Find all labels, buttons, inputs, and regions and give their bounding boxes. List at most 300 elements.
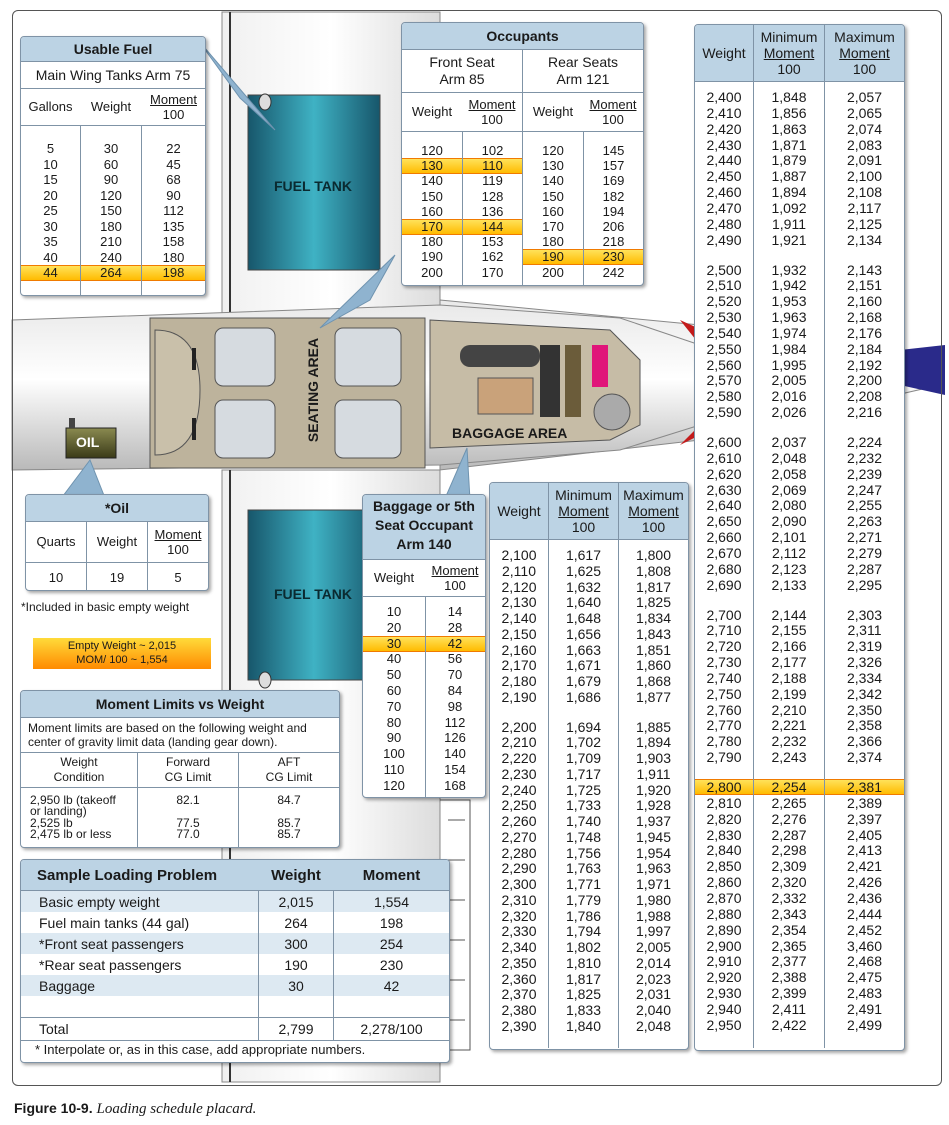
limit-max-moment-cell: 2,125 <box>846 215 883 232</box>
limit-min-moment-cell: 1,863 <box>771 120 807 137</box>
rear-weight-cell: 130 <box>542 158 564 174</box>
oil-title: *Oil <box>26 495 208 522</box>
limit-min-moment-cell: 2,112 <box>772 544 806 561</box>
rear-weight-cell: 190 <box>542 249 564 265</box>
rear-seats-arm: Arm 121 <box>556 71 610 87</box>
limit-min-moment-cell: 2,365 <box>771 937 807 954</box>
ml-header-condition: Condition <box>53 770 105 784</box>
limit-weight-cell: 2,460 <box>706 184 742 201</box>
limit-min-moment-cell: 2,155 <box>771 622 807 639</box>
right-header-min2: Moment <box>763 45 815 61</box>
front-seat-title: Front Seat <box>429 54 495 70</box>
sample-row-label: Fuel main tanks (44 gal) <box>39 915 190 931</box>
sample-total-moment: 2,278/100 <box>360 1021 423 1037</box>
limit-weight-cell: 2,600 <box>706 434 742 450</box>
limit-max-moment-cell: 2,247 <box>846 481 883 498</box>
left-header-min2: Moment <box>558 503 609 519</box>
limit-min-moment-cell: 1,848 <box>771 89 807 105</box>
limit-weight-cell: 2,870 <box>706 889 742 906</box>
front-moment-cell: 153 <box>481 234 504 250</box>
rear-header-moment: Moment <box>589 97 637 112</box>
seating-area-label: SEATING AREA <box>305 337 321 443</box>
limit-max-moment-cell: 2,239 <box>846 465 883 482</box>
limits-table-right <box>694 24 905 1051</box>
rear-moment-cell: 206 <box>602 219 625 234</box>
limit-min-moment-cell: 1,871 <box>771 136 807 153</box>
baggage-moment-cell: 98 <box>447 698 463 714</box>
ml-header-forward-sub: CG Limit <box>164 770 212 784</box>
fuel-weight-cell: 264 <box>100 265 122 280</box>
moment-limits-note: Moment limits are based on the following weight and center of gravity limit data (landing gear down). <box>21 718 339 753</box>
limit-max-moment-cell: 2,263 <box>846 513 883 530</box>
fuel-tank-label-top: FUEL TANK <box>274 178 353 194</box>
limit-weight-cell: 2,800 <box>706 779 742 795</box>
limit-min-moment-cell: 2,411 <box>772 1000 806 1017</box>
limit-max-moment-cell: 2,303 <box>846 606 883 623</box>
limit-max-moment-cell: 2,287 <box>846 560 883 577</box>
limit-min-moment-cell: 2,276 <box>771 810 807 827</box>
limit-weight-cell: 2,100 <box>501 547 537 563</box>
sample-row-moment: 42 <box>383 978 400 994</box>
limit-min-moment-cell: 2,177 <box>771 654 807 671</box>
limit-min-moment-cell: 1,833 <box>565 1002 602 1018</box>
rear-moment-cell: 194 <box>602 203 625 219</box>
baggage-weight-cell: 80 <box>386 714 402 730</box>
oil-footnote: *Included in basic empty weight <box>21 600 190 614</box>
front-moment-cell: 102 <box>481 143 504 158</box>
limit-min-moment-cell: 1,625 <box>565 562 602 579</box>
limit-min-moment-cell: 2,166 <box>771 638 807 655</box>
limit-min-moment-cell: 2,199 <box>771 685 807 702</box>
front-moment-cell: 110 <box>482 158 503 174</box>
limit-max-moment-cell: 2,117 <box>847 199 882 216</box>
fuel-moment-cell: 68 <box>166 172 181 187</box>
front-weight-cell: 160 <box>421 203 443 219</box>
sample-row <box>21 912 449 933</box>
limit-weight-cell: 2,780 <box>706 733 742 750</box>
fuel-moment-cell: 22 <box>166 141 181 156</box>
limit-max-moment-cell: 2,389 <box>846 794 883 811</box>
limit-weight-cell: 2,840 <box>706 842 742 859</box>
limit-max-moment-cell: 2,475 <box>846 969 883 986</box>
front-weight-cell: 190 <box>421 249 443 265</box>
baggage-weight-cell: 10 <box>386 604 402 619</box>
limit-max-moment-cell: 2,200 <box>846 372 883 389</box>
limit-weight-cell: 2,920 <box>706 969 742 986</box>
limit-min-moment-cell: 2,343 <box>771 905 807 922</box>
limit-max-moment-cell: 2,224 <box>846 434 883 450</box>
limit-weight-cell: 2,240 <box>501 781 537 798</box>
limit-weight-cell: 2,260 <box>501 813 537 829</box>
rear-weight-cell: 200 <box>542 264 564 280</box>
limit-weight-cell: 2,180 <box>501 673 537 689</box>
limit-min-moment-cell: 2,048 <box>771 449 807 466</box>
ml-header-forward: Forward <box>165 755 210 769</box>
limit-max-moment-cell: 2,031 <box>635 986 672 1003</box>
limit-max-moment-cell: 2,151 <box>846 277 883 294</box>
limit-max-moment-cell: 2,491 <box>846 1000 883 1017</box>
fuel-gallons-cell: 30 <box>43 218 58 234</box>
front-moment-cell: 128 <box>481 188 504 204</box>
limit-max-moment-cell: 2,311 <box>847 622 882 639</box>
ml-row3-label: 2,475 lb or less <box>30 827 112 841</box>
sample-row <box>21 954 449 975</box>
limit-max-moment-cell: 2,134 <box>846 231 883 248</box>
limit-max-moment-cell: 1,945 <box>635 828 672 845</box>
limit-min-moment-cell: 2,298 <box>771 842 807 859</box>
front-weight-cell: 150 <box>421 188 443 204</box>
limit-min-moment-cell: 2,026 <box>771 404 807 421</box>
baggage-weight-cell: 30 <box>386 635 402 651</box>
limit-max-moment-cell: 2,358 <box>846 717 883 734</box>
limit-max-moment-cell: 2,405 <box>846 826 883 843</box>
limit-min-moment-cell: 1,887 <box>771 168 807 185</box>
limit-weight-cell: 2,360 <box>501 970 537 987</box>
sample-title: Sample Loading Problem <box>37 867 218 884</box>
baggage-moment-cell: 112 <box>444 714 466 730</box>
limit-weight-cell: 2,210 <box>501 734 537 751</box>
limit-max-moment-cell: 1,997 <box>635 923 672 940</box>
empty-weight-line1: Empty Weight ~ 2,015 <box>67 640 177 652</box>
limit-min-moment-cell: 1,632 <box>565 578 602 595</box>
limit-min-moment-cell: 2,101 <box>771 529 807 546</box>
limit-weight-cell: 2,630 <box>706 481 742 498</box>
figure-text: Loading schedule placard. <box>96 1101 257 1117</box>
limit-weight-cell: 2,190 <box>501 688 537 705</box>
limit-weight-cell: 2,470 <box>706 199 742 216</box>
limit-max-moment-cell: 2,426 <box>846 874 883 891</box>
limit-max-moment-cell: 1,980 <box>635 891 672 908</box>
sample-weight-header: Weight <box>271 867 321 884</box>
baggage-moment-cell: 126 <box>444 730 466 746</box>
limit-max-moment-cell: 1,971 <box>635 876 672 892</box>
limit-min-moment-cell: 1,663 <box>565 641 602 658</box>
rear-weight-cell: 140 <box>542 173 564 189</box>
front-weight-cell: 140 <box>421 173 443 189</box>
limit-min-moment-cell: 1,810 <box>565 954 602 971</box>
limit-max-moment-cell: 2,452 <box>846 921 883 938</box>
limit-max-moment-cell: 2,014 <box>635 954 672 971</box>
front-seat-arm: Arm 85 <box>439 71 485 87</box>
limit-weight-cell: 2,200 <box>501 718 537 735</box>
limit-max-moment-cell: 1,920 <box>635 781 672 798</box>
limit-weight-cell: 2,610 <box>706 449 742 466</box>
limit-max-moment-cell: 1,843 <box>635 625 672 642</box>
limit-max-moment-cell: 3,460 <box>846 937 883 954</box>
limit-min-moment-cell: 2,332 <box>771 889 807 906</box>
limit-weight-cell: 2,120 <box>501 578 537 595</box>
limit-max-moment-cell: 2,413 <box>846 842 883 859</box>
limit-max-moment-cell: 1,903 <box>635 750 672 766</box>
fuel-weight-cell: 90 <box>103 172 119 187</box>
limit-max-moment-cell: 1,894 <box>635 734 672 751</box>
limit-max-moment-cell: 2,483 <box>846 985 883 1002</box>
rear-header-weight: Weight <box>532 104 574 119</box>
occupants-table <box>402 132 643 286</box>
limit-weight-cell: 2,950 <box>706 1016 742 1033</box>
oil-header-weight: Weight <box>96 534 138 549</box>
baggage-table <box>363 597 485 797</box>
limit-max-moment-cell: 1,885 <box>635 718 672 735</box>
limits-right-body <box>695 82 904 1048</box>
sample-footnote: * Interpolate or, as in this case, add appropriate numbers. <box>35 1042 366 1057</box>
rear-weight-cell: 180 <box>542 234 564 250</box>
right-header-min1: Minimum <box>760 29 818 45</box>
limit-min-moment-cell: 1,921 <box>771 231 807 248</box>
limit-max-moment-cell: 2,005 <box>635 939 672 955</box>
limit-max-moment-cell: 2,255 <box>846 497 883 514</box>
baggage-weight-cell: 70 <box>386 698 402 714</box>
limit-min-moment-cell: 1,817 <box>565 970 602 987</box>
sample-table <box>21 891 449 1017</box>
fuel-weight-cell: 60 <box>103 156 119 172</box>
limit-max-moment-cell: 2,074 <box>846 120 883 137</box>
limit-min-moment-cell: 1,942 <box>771 277 807 294</box>
limit-weight-cell: 2,500 <box>706 261 742 278</box>
limit-min-moment-cell: 1,656 <box>565 625 602 642</box>
limit-min-moment-cell: 2,090 <box>771 513 807 530</box>
limit-max-moment-cell: 2,143 <box>846 261 883 278</box>
limit-min-moment-cell: 2,123 <box>771 560 807 577</box>
limit-max-moment-cell: 1,860 <box>635 657 672 674</box>
limit-weight-cell: 2,340 <box>501 939 537 955</box>
rear-moment-cell: 242 <box>602 264 625 280</box>
front-moment-cell: 162 <box>481 249 504 265</box>
limit-max-moment-cell: 2,319 <box>846 638 883 655</box>
limit-weight-cell: 2,820 <box>706 810 742 827</box>
limit-max-moment-cell: 2,374 <box>846 749 883 766</box>
limit-weight-cell: 2,560 <box>706 356 742 373</box>
limit-max-moment-cell: 2,216 <box>846 404 883 421</box>
limit-weight-cell: 2,290 <box>501 860 537 877</box>
limit-min-moment-cell: 2,399 <box>771 985 807 1002</box>
fuel-weight-cell: 150 <box>100 203 122 218</box>
limit-max-moment-cell: 2,381 <box>846 779 883 795</box>
fuel-moment-cell: 45 <box>166 156 181 172</box>
baggage-moment-cell: 42 <box>447 635 463 651</box>
limit-weight-cell: 2,320 <box>501 907 537 924</box>
limit-min-moment-cell: 1,640 <box>565 594 602 611</box>
front-weight-cell: 180 <box>421 234 443 250</box>
limit-min-moment-cell: 1,932 <box>771 261 807 278</box>
limit-min-moment-cell: 1,648 <box>565 610 602 626</box>
limit-max-moment-cell: 1,808 <box>635 562 672 579</box>
limit-min-moment-cell: 1,740 <box>565 813 602 829</box>
limit-max-moment-cell: 2,334 <box>846 669 883 686</box>
limit-max-moment-cell: 2,499 <box>846 1016 883 1033</box>
front-header-moment: Moment <box>468 97 516 112</box>
figure-label: Figure 10-9. <box>14 1100 93 1116</box>
rear-weight-cell: 170 <box>542 219 564 234</box>
baggage-moment-cell: 168 <box>444 777 466 793</box>
limit-max-moment-cell: 1,954 <box>635 844 672 861</box>
limit-min-moment-cell: 2,037 <box>771 434 807 450</box>
left-header-div1: 100 <box>571 519 596 535</box>
right-header-div2: 100 <box>852 61 877 77</box>
sample-total-label: Total <box>39 1021 69 1037</box>
limit-weight-cell: 2,440 <box>706 152 742 169</box>
limit-max-moment-cell: 2,091 <box>846 152 883 169</box>
limit-min-moment-cell: 2,232 <box>771 733 807 750</box>
sample-row <box>21 975 449 996</box>
fuel-header-moment: Moment <box>150 92 197 107</box>
fuel-gallons-cell: 44 <box>43 265 58 280</box>
oil-header-moment-div: 100 <box>167 542 189 557</box>
fuel-gallons-cell: 15 <box>43 172 58 187</box>
limit-min-moment-cell: 1,756 <box>565 844 602 861</box>
baggage-area-label: BAGGAGE AREA <box>452 425 568 441</box>
limit-weight-cell: 2,580 <box>706 388 742 405</box>
fuel-gallons-cell: 5 <box>46 141 55 156</box>
rear-weight-cell: 160 <box>542 203 564 219</box>
limit-max-moment-cell: 2,279 <box>846 544 883 561</box>
front-moment-cell: 170 <box>481 264 504 280</box>
limit-max-moment-cell: 1,834 <box>635 610 672 626</box>
ml-row2-fwd: 77.5 <box>176 816 200 830</box>
figure-caption <box>14 1100 256 1118</box>
limit-weight-cell: 2,690 <box>706 576 742 593</box>
limit-weight-cell: 2,540 <box>706 324 742 341</box>
front-header-moment-div: 100 <box>481 112 503 127</box>
baggage-weight-cell: 100 <box>383 746 405 762</box>
limit-min-moment-cell: 2,210 <box>771 701 807 718</box>
baggage-weight-cell: 90 <box>386 730 402 746</box>
limit-weight-cell: 2,280 <box>501 844 537 861</box>
baggage-header-weight: Weight <box>373 570 415 585</box>
limit-min-moment-cell: 1,779 <box>565 891 602 908</box>
limit-min-moment-cell: 2,309 <box>771 858 807 875</box>
limit-weight-cell: 2,660 <box>706 529 742 546</box>
limit-min-moment-cell: 1,717 <box>565 765 602 782</box>
ml-row1-label2: or landing) <box>30 804 87 818</box>
right-header-max1: Maximum <box>834 29 895 45</box>
limit-max-moment-cell: 2,208 <box>846 388 883 405</box>
limit-min-moment-cell: 1,794 <box>565 923 602 940</box>
rear-moment-cell: 218 <box>602 234 625 250</box>
limit-min-moment-cell: 1,709 <box>565 750 602 766</box>
limit-max-moment-cell: 2,350 <box>846 701 883 718</box>
limit-max-moment-cell: 1,988 <box>635 907 672 924</box>
fuel-weight-cell: 30 <box>103 141 119 156</box>
rear-seats-title: Rear Seats <box>547 54 619 70</box>
limit-weight-cell: 2,480 <box>706 215 742 232</box>
limit-weight-cell: 2,930 <box>706 985 742 1002</box>
sample-row-label: Basic empty weight <box>39 894 160 910</box>
limit-min-moment-cell: 2,144 <box>771 606 807 623</box>
limit-min-moment-cell: 2,005 <box>771 372 807 389</box>
sample-row-weight: 30 <box>288 978 304 994</box>
limit-min-moment-cell: 2,133 <box>771 576 807 593</box>
limit-min-moment-cell: 2,287 <box>771 826 807 843</box>
limit-min-moment-cell: 2,388 <box>771 969 807 986</box>
baggage-moment-cell: 154 <box>444 762 466 777</box>
limit-weight-cell: 2,450 <box>706 168 742 185</box>
limit-max-moment-cell: 1,868 <box>635 673 672 689</box>
limit-max-moment-cell: 2,100 <box>846 168 883 185</box>
right-header-div1: 100 <box>777 61 801 77</box>
sample-row-weight: 2,015 <box>278 894 314 910</box>
limit-weight-cell: 2,750 <box>706 685 742 702</box>
limit-weight-cell: 2,640 <box>706 497 742 514</box>
limit-max-moment-cell: 2,108 <box>846 184 883 201</box>
limit-weight-cell: 2,230 <box>501 765 537 782</box>
front-moment-cell: 144 <box>481 219 504 234</box>
right-header-max2: Moment <box>839 45 890 61</box>
usable-fuel-table <box>21 126 205 296</box>
limit-min-moment-cell: 2,254 <box>771 779 807 795</box>
limits-table-left <box>489 482 689 1050</box>
limit-weight-cell: 2,390 <box>501 1017 537 1034</box>
limit-min-moment-cell: 1,694 <box>565 718 602 735</box>
limit-min-moment-cell: 2,058 <box>771 465 807 482</box>
baggage-header-moment-div: 100 <box>444 578 466 593</box>
rear-moment-cell: 230 <box>602 249 625 265</box>
limit-max-moment-cell: 1,963 <box>635 860 672 877</box>
fuel-header-gallons: Gallons <box>28 99 73 114</box>
limit-min-moment-cell: 1,911 <box>772 215 806 232</box>
front-moment-cell: 119 <box>482 173 503 189</box>
rear-weight-cell: 150 <box>542 188 564 204</box>
oil-moment: 5 <box>174 570 182 585</box>
sample-row-moment: 198 <box>379 915 404 931</box>
limit-min-moment-cell: 1,786 <box>565 907 602 924</box>
limit-weight-cell: 2,520 <box>706 293 742 310</box>
limit-min-moment-cell: 2,016 <box>771 388 807 405</box>
baggage-header-moment: Moment <box>431 563 479 578</box>
fuel-moment-cell: 180 <box>162 249 185 265</box>
sample-row-weight: 190 <box>284 957 308 973</box>
limit-min-moment-cell: 1,686 <box>565 688 602 705</box>
limit-max-moment-cell: 2,421 <box>846 858 883 875</box>
fuel-gallons-cell: 20 <box>43 187 58 203</box>
occupants-title: Occupants <box>402 23 643 50</box>
front-weight-cell: 120 <box>421 143 443 158</box>
rear-moment-cell: 182 <box>602 188 625 204</box>
front-weight-cell: 130 <box>421 158 443 174</box>
empty-weight-line2: MOM/ 100 ~ 1,554 <box>76 654 168 666</box>
limit-max-moment-cell: 1,937 <box>635 813 672 829</box>
left-header-max1: Maximum <box>623 487 684 503</box>
limit-max-moment-cell: 2,468 <box>846 953 883 970</box>
limit-max-moment-cell: 2,232 <box>846 449 883 466</box>
limit-max-moment-cell: 2,065 <box>846 104 883 121</box>
fuel-header-moment-div: 100 <box>162 107 185 122</box>
fuel-header-weight: Weight <box>90 99 132 114</box>
limit-weight-cell: 2,730 <box>706 654 742 671</box>
limit-min-moment-cell: 1,725 <box>565 781 602 798</box>
limit-min-moment-cell: 2,221 <box>771 717 807 734</box>
left-header-weight: Weight <box>497 503 541 519</box>
limit-weight-cell: 2,720 <box>706 638 742 655</box>
limit-min-moment-cell: 1,856 <box>771 104 807 121</box>
limit-max-moment-cell: 1,911 <box>636 765 671 782</box>
ml-header-aft: AFT <box>277 755 301 769</box>
limit-min-moment-cell: 2,188 <box>771 669 807 686</box>
limit-max-moment-cell: 1,851 <box>635 641 672 658</box>
front-weight-cell: 170 <box>421 219 443 234</box>
limit-weight-cell: 2,680 <box>706 560 742 577</box>
rear-weight-cell: 120 <box>542 143 564 158</box>
limit-weight-cell: 2,670 <box>706 544 742 561</box>
limit-min-moment-cell: 1,671 <box>565 657 602 674</box>
limit-min-moment-cell: 1,995 <box>771 356 807 373</box>
sample-row-moment: 1,554 <box>373 894 410 910</box>
limit-max-moment-cell: 2,048 <box>635 1017 672 1034</box>
sample-row-moment: 230 <box>379 957 404 973</box>
ml-header-weight: Weight <box>60 755 98 769</box>
limit-weight-cell: 2,530 <box>706 309 742 326</box>
baggage-moment-cell: 14 <box>447 604 463 619</box>
